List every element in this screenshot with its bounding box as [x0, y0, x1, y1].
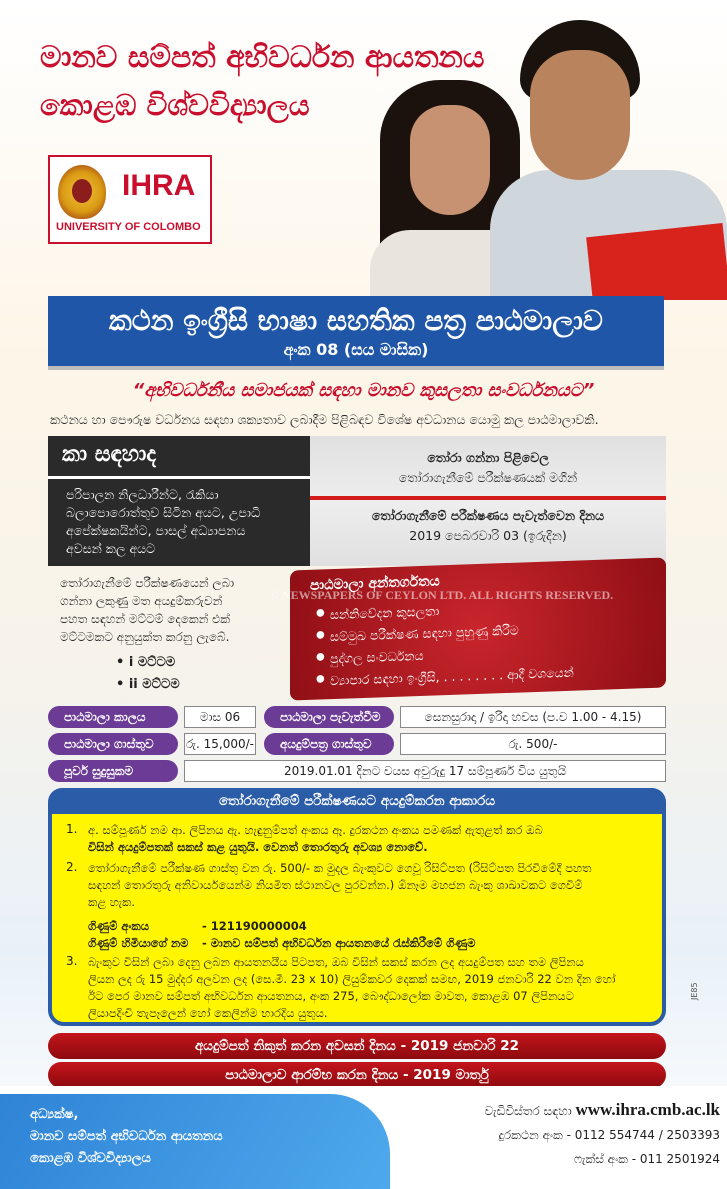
content-item — [316, 647, 424, 667]
level-1: • i මට්ටම — [116, 655, 176, 670]
application-fee-label: අයදුම්පත්‍ර ගාස්තුව — [264, 733, 394, 755]
step-3-line: ලියාපදිංචි තැපෑලෙන් හෝ කෙලින්ම භාරදිය යුතුය. — [88, 1006, 328, 1020]
exam-date-label: තෝරාගැනීමේ පරීක්ෂණය පැවැත්වෙන දිනය — [371, 508, 605, 523]
fax-number: - 011 2501924 — [631, 1152, 720, 1166]
bullet-icon: ● — [316, 607, 325, 619]
step-2-line: සඳහන් තොරතුරු අනිවාර්යයෙන්ම නියමිත ස්ථානවල පුරවන්න.) ඕනෑම මහජන බැංකු ශාඛාවකට ගෙවිම් — [88, 878, 583, 892]
more-info-label: වැඩිවිස්තර සඳහා — [484, 1104, 572, 1118]
fax-line — [420, 1147, 720, 1171]
step-2-line: කළ හැක. — [88, 895, 136, 909]
student-girl-face — [410, 105, 490, 215]
red-folder — [586, 223, 727, 300]
qualification-text — [60, 574, 288, 694]
footer-university: කොළඹ විශ්වවිද්‍යාලය — [30, 1151, 151, 1166]
target-audience-box — [48, 436, 310, 566]
account-number-label: ගිණුම් අංකය — [88, 919, 150, 933]
account-number-value: - 121190000004 — [202, 919, 307, 933]
prerequisite-value: 2019.01.01 දිනට වයස අවුරුදු 17 සම්පූර්ණ විය යුතුයි — [184, 760, 666, 782]
bullet-icon: ● — [316, 651, 325, 663]
website-link[interactable]: www.ihra.cmb.ac.lk — [575, 1100, 720, 1119]
phone-number: - 0112 554744 / 2503393 — [566, 1128, 720, 1142]
student-boy-face — [530, 50, 630, 180]
content-item — [316, 664, 574, 690]
content-item-label: ව්‍යාපාර සඳහා ඉංග්‍රීසි, . . . . . . . . ආදී වශයෙන් — [330, 664, 574, 689]
level-2-label: ii මට්ටම — [128, 677, 180, 692]
director-title: අධ්‍යක්ෂ, — [30, 1107, 79, 1122]
course-intro: කථනය හා පෞරුෂ වර්ධනය සඳහා ශක්‍යතාව ලබාදීම පිළිබඳව විශේෂ අවධානය යොමු කල පාඨමාලාවකි. — [50, 412, 599, 427]
course-title-band — [48, 296, 664, 370]
target-divider — [48, 476, 310, 479]
footer-address — [30, 1104, 223, 1170]
qualification-line: ගන්නා ලකුණු මත අයදුම්කරුවන් — [60, 594, 223, 608]
account-holder-value: - මානව සම්පත් අභිවර්ධන ආයතනයේ රැස්කිරීමේ ගිණුම — [202, 936, 476, 950]
university-crest-icon — [58, 165, 106, 219]
account-holder-label: ගිණුම් හිමියාගේ නම — [88, 936, 189, 950]
qualification-line: පහත සඳහන් මට්ටම් දෙකෙන් එක් — [60, 612, 231, 626]
target-line: අපේක්ෂකයින්ට, පාසල් අධ්‍යාපනය — [66, 523, 246, 538]
website-line — [420, 1098, 720, 1123]
prerequisite-label: පූර්ව සුදුසුකම — [48, 760, 178, 782]
step-number: 2. — [66, 860, 78, 874]
content-item-label: සන්නිවේදන කුසලතා — [330, 603, 440, 623]
target-text — [66, 486, 296, 558]
university-title: කොළඹ විශ්වවිද්‍යාලය — [40, 88, 310, 122]
content-item-label: පුද්ගල සංවර්ධනය — [330, 647, 424, 667]
motto: “අභිවර්ධනීය සමාජයක් සඳහා මානව කුසලතා සංවර්ධනයට” — [132, 380, 595, 401]
phone-line — [420, 1123, 720, 1147]
qualification-line: තෝරාගැනීමේ පරීක්ෂණයෙන් ලබා — [60, 576, 235, 590]
target-line: පරිපාලන නිලධාරීන්ට, රැකියා — [66, 487, 219, 502]
selection-method-label: තෝරා ගන්නා පිළිවෙල — [427, 450, 549, 465]
footer-institute: මානව සම්පත් අභිවර්ධන ආයතනය — [30, 1129, 223, 1144]
step-2 — [88, 860, 648, 911]
crest-center — [72, 179, 92, 203]
step-1-line: විසින් අයදුම්පතක් සකස් කළ යුතුයි. වෙනත් තොරතුරු අවශ්‍ය නොවේ. — [88, 840, 428, 854]
duration-label: පාඨමාලා කාලය — [48, 706, 178, 728]
step-3-line: බැංකුව විසින් ලබා දෙනු ලබන ආයතනයීය පිටපත, ඔබ විසින් සකස් කරන ලද අයදුම්පත සහ තම ලිපිනය — [88, 955, 584, 969]
logo-text: IHRA — [122, 169, 196, 202]
course-batch: අංක 08 (සය මාසික) — [283, 340, 429, 359]
closing-date-bar: අයදුම්පත් නිකුත් කරන අවසන් දිනය - 2019 ජනවාරි 22 — [48, 1033, 666, 1059]
step-3-line: ඊට පෙර මානව සම්පත් අභිවර්ධන ආයතනය, අංක 275, බෞද්ධාලෝක මාවත, කොළඹ 07 ලිපිනයට — [88, 989, 574, 1003]
content-item — [316, 603, 440, 623]
step-2-line: තෝරාගැනීමේ පරීක්ෂණ ගාස්තු වන රු. 500/- ක මුදල බැංකුවට ගෙවූ රිසිට්පත (රිසිට්පත පිරවීමේදී පහත — [88, 861, 592, 875]
step-1 — [88, 822, 648, 856]
step-number: 3. — [66, 954, 78, 968]
target-line: අවසන් කල අයට — [66, 541, 156, 556]
fee-value: රු. 15,000/- — [184, 733, 256, 755]
application-fee-value: රු. 500/- — [400, 733, 666, 755]
how-to-apply-box — [48, 788, 666, 1026]
qualification-line: මට්ටමකට අනුයුක්ත කරනු ලැබේ. — [60, 630, 230, 644]
institute-title: මානව සම්පත් අභිවර්ධන ආයතනය — [40, 40, 485, 75]
students-photo — [340, 0, 727, 300]
selection-box — [310, 436, 666, 566]
phone-label: දුරකථන අංක — [498, 1128, 563, 1142]
duration-value: මාස 06 — [184, 706, 256, 728]
selection-divider — [310, 496, 666, 500]
target-line: බලාපොරොත්තුව සිටින අයට, උපාධි — [66, 505, 261, 520]
course-title: කථන ඉංග්‍රීසි භාෂා සහතික පත්‍ර පාඨමාලාව — [109, 304, 603, 337]
step-1-line: අ. සම්පූර්ණ නම ආ. ලිපිනය ඇ. හැඳුනුම්පත් අංකය ඈ. දුරකථන අංකය පමණක් ඇතුළත් කර ඔබ — [88, 823, 543, 837]
fax-label: ෆැක්ස් අංක — [574, 1152, 628, 1166]
logo-subtext: UNIVERSITY OF COLOMBO — [56, 221, 201, 233]
exam-date-value: 2019 පෙබරවාරි 03 (ඉරුදින) — [409, 528, 567, 543]
ad-code: JE85 — [690, 982, 699, 1000]
fee-label: පාඨමාලා ගාස්තුව — [48, 733, 178, 755]
level-2: • ii මට්ටම — [116, 677, 180, 692]
schedule-value: සෙනසුරාදා / ඉරිදා හවස (ප.ව 1.00 - 4.15) — [400, 706, 666, 728]
step-3 — [88, 954, 648, 1022]
bullet-icon: ● — [316, 673, 325, 685]
step-3-line: ලියන ලද රු 15 මුද්දර අලවන ලද (සෙ.මී. 23 x 10) ලියුම්කවර දෙකක් සමඟ, 2019 ජනවාරි 22 වන දින හෝ — [88, 972, 616, 986]
contact-info — [420, 1098, 720, 1171]
content-item-label: සම්මුඛ පරීක්ෂණ සඳහා පුහුණු කිරීම — [330, 622, 519, 645]
footer-address-panel — [0, 1094, 390, 1189]
start-date-bar: පාඨමාලාව ආරම්භ කරන දිනය - 2019 මාර්තු — [48, 1062, 666, 1088]
content-item — [316, 622, 519, 646]
step-number: 1. — [66, 822, 78, 836]
course-content-box — [290, 557, 666, 700]
content-heading: පාඨමාලා අන්තර්ගතය — [310, 573, 440, 594]
selection-method-value: තෝරාගැනීමේ පරීක්ෂණයක් මගින් — [398, 470, 578, 485]
ihra-logo — [48, 155, 212, 244]
schedule-label: පාඨමාලා පැවැත්වීම — [264, 706, 394, 728]
target-heading: කා සඳහාද — [62, 442, 157, 467]
copyright-watermark: © NEWSPAPERS OF CEYLON LTD. ALL RIGHTS RESERVED. — [270, 588, 614, 602]
apply-heading: තෝරාගැනීමේ පරීක්ෂණයට අයදුම්කරන ආකාරය — [48, 788, 666, 814]
bullet-icon: ● — [316, 629, 325, 641]
level-1-label: i මට්ටම — [128, 655, 176, 670]
